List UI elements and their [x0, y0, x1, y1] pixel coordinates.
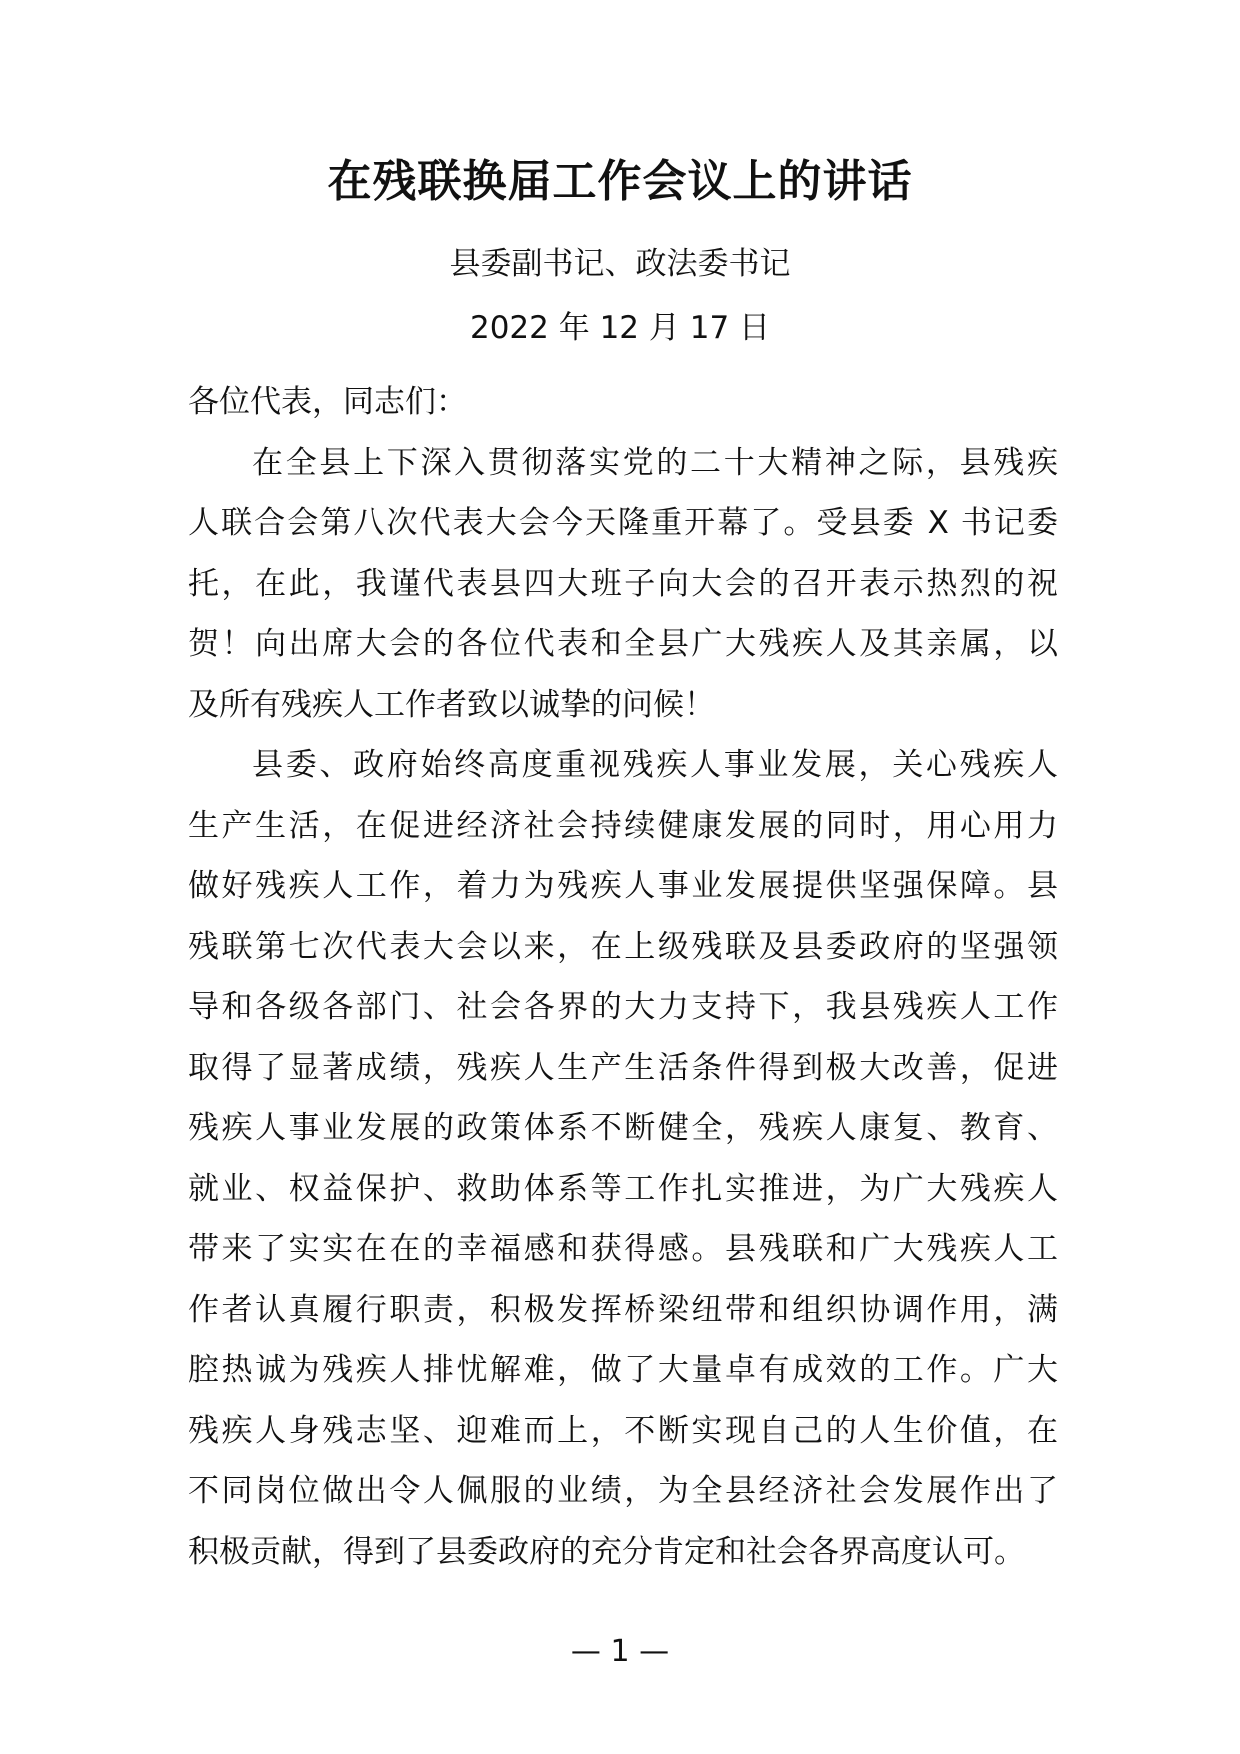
paragraph-line: 做好残疾人工作，着力为残疾人事业发展提供坚强保障。县: [188, 868, 1058, 904]
paragraph-line: 生产生活，在促进经济社会持续健康发展的同时，用心用力: [188, 807, 1058, 844]
paragraph-line: 残联第七次代表大会以来，在上级残联及县委政府的坚强领: [188, 928, 1058, 965]
paragraph-line: 导和各级各部门、社会各界的大力支持下，我县残疾人工作: [188, 989, 1058, 1025]
paragraph-line: 及所有残疾人工作者致以诚挚的问候！: [188, 686, 715, 723]
paragraph-line: 不同岗位做出令人佩服的业绩，为全县经济社会发展作出了: [188, 1473, 1058, 1509]
paragraph-line: 带来了实实在在的幸福感和获得感。县残联和广大残疾人工: [188, 1231, 1058, 1267]
document-title: 在残联换届工作会议上的讲话: [327, 156, 913, 207]
paragraph-1: [188, 433, 1058, 736]
salutation: 各位代表，同志们：: [188, 384, 467, 420]
paragraph-line: 托，在此，我谨代表县四大班子向大会的召开表示热烈的祝: [188, 565, 1058, 602]
paragraph-2: [188, 735, 1058, 1582]
paragraph-line: 取得了显著成绩，残疾人生产生活条件得到极大改善，促进: [188, 1049, 1058, 1086]
paragraph-line: 人联合会第八次代表大会今天隆重开幕了。受县委 X 书记委: [188, 505, 1058, 541]
paragraph-line: 在全县上下深入贯彻落实党的二十大精神之际，县残疾: [252, 444, 1058, 481]
document-body: [188, 372, 1058, 1582]
speaker-position: 县委副书记、政法委书记: [449, 246, 791, 282]
paragraph-line: 县委、政府始终高度重视残疾人事业发展，关心残疾人: [252, 747, 1058, 783]
paragraph-line: 腔热诚为残疾人排忧解难，做了大量卓有成效的工作。广大: [188, 1352, 1058, 1388]
page-number: — 1 —: [570, 1634, 670, 1669]
speech-date: 2022 年 12 月 17 日: [469, 310, 771, 346]
paragraph-line: 贺！向出席大会的各位代表和全县广大残疾人及其亲属，以: [188, 626, 1058, 662]
paragraph-line: 就业、权益保护、救助体系等工作扎实推进，为广大残疾人: [188, 1170, 1058, 1207]
paragraph-line: 残疾人身残志坚、迎难而上，不断实现自己的人生价值，在: [188, 1412, 1058, 1449]
paragraph-line: 作者认真履行职责，积极发挥桥梁纽带和组织协调作用，满: [188, 1291, 1058, 1328]
paragraph-line: 残疾人事业发展的政策体系不断健全，残疾人康复、教育、: [188, 1110, 1058, 1146]
paragraph-line: 积极贡献，得到了县委政府的充分肯定和社会各界高度认可。: [188, 1533, 1025, 1570]
